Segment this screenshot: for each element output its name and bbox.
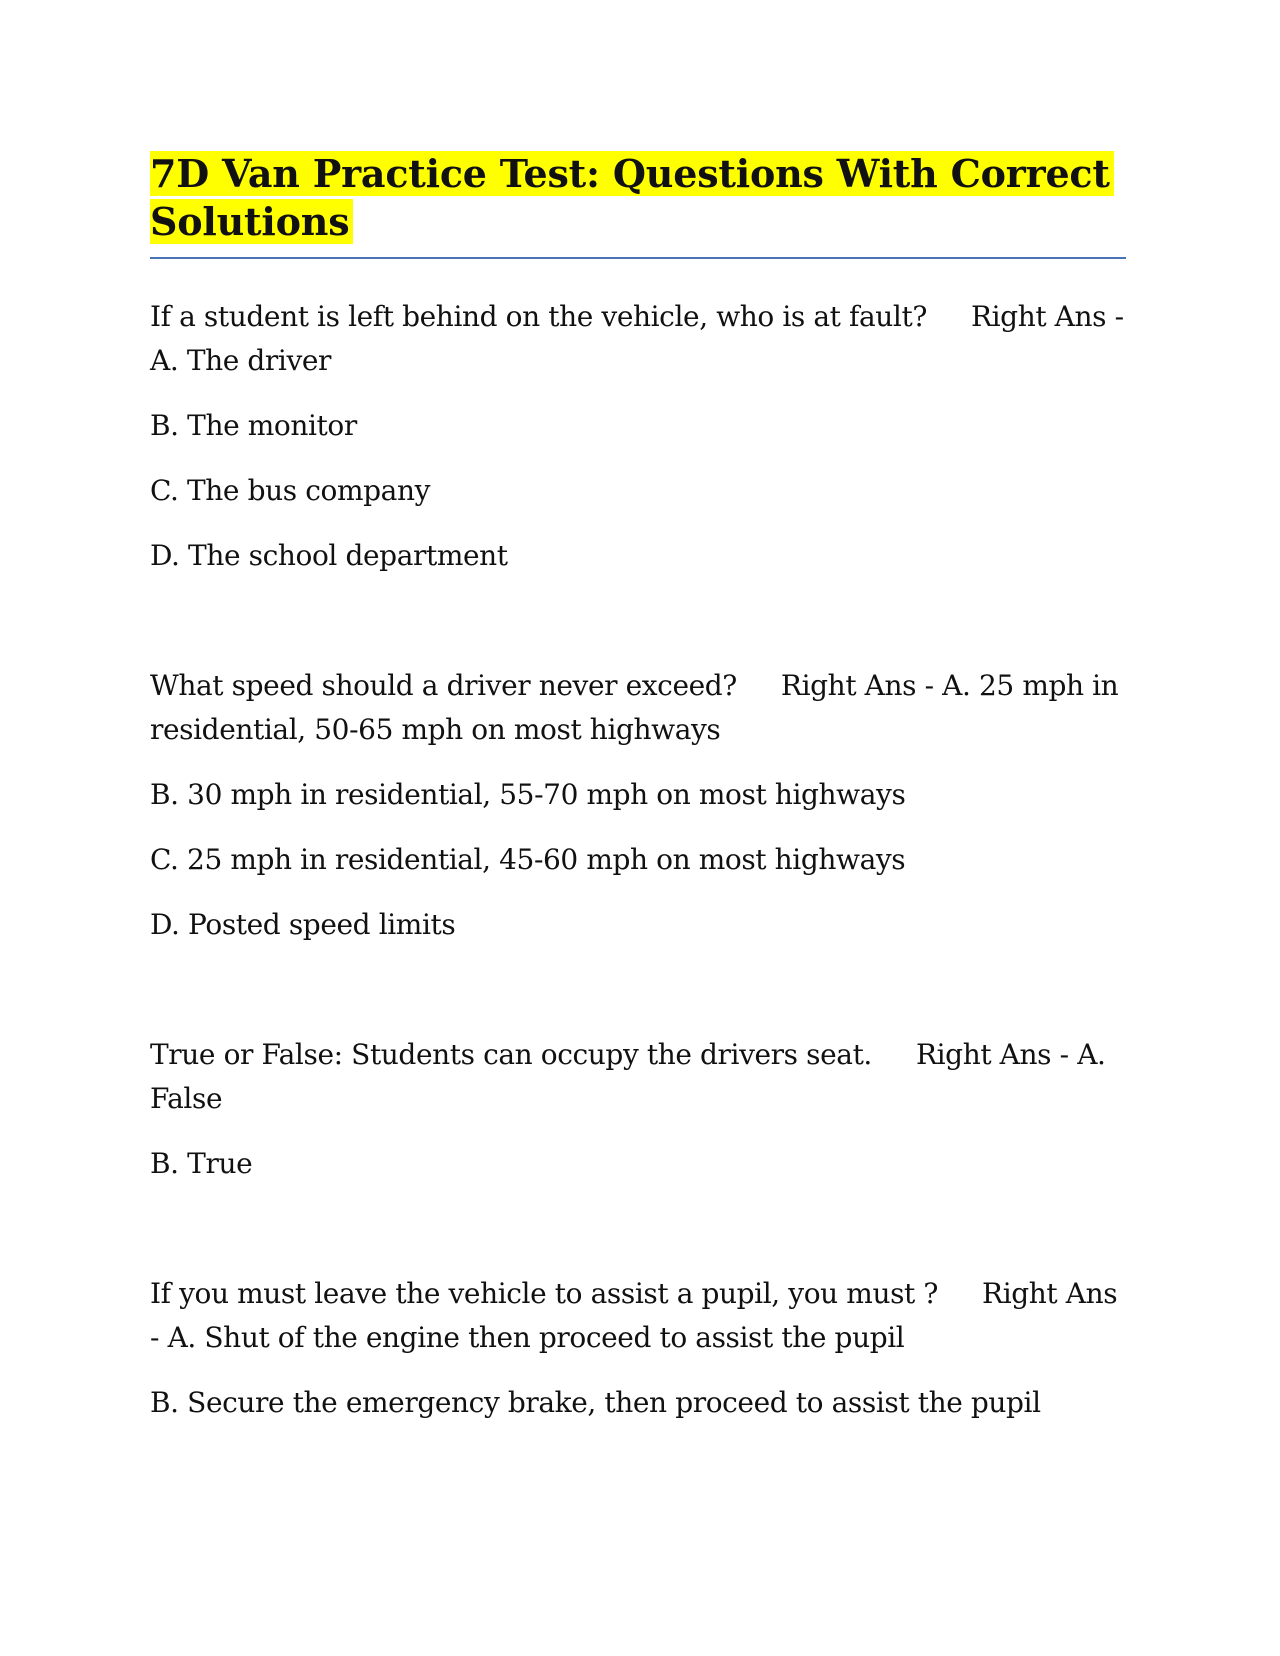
question-4-option-b: B. Secure the emergency brake, then proceed to assist the pupil bbox=[150, 1386, 1041, 1419]
question-2-option-c: C. 25 mph in residential, 45-60 mph on most highways bbox=[150, 843, 906, 876]
question-4-text: If you must leave the vehicle to assist a pupil, you must ? bbox=[150, 1277, 939, 1310]
question-block-1 bbox=[150, 295, 1126, 578]
question-4-answer-prefix: Right Ans - bbox=[150, 1277, 1118, 1354]
question-4 bbox=[150, 1272, 1126, 1360]
title-highlight: 7D Van Practice Test: Questions With Correct Solutions bbox=[150, 151, 1114, 244]
question-block-3 bbox=[150, 1033, 1126, 1186]
question-block-4 bbox=[150, 1272, 1126, 1425]
question-3-answer-prefix: Right Ans - bbox=[915, 1038, 1069, 1071]
question-1-text: If a student is left behind on the vehicle, who is at fault? bbox=[150, 300, 927, 333]
question-3 bbox=[150, 1033, 1126, 1121]
document-page bbox=[150, 150, 1126, 1425]
question-2-option-d: D. Posted speed limits bbox=[150, 908, 456, 941]
question-4-option-a: A. Shut of the engine then proceed to assist the pupil bbox=[167, 1321, 905, 1354]
question-2-option-a: A. 25 mph in residential, 50-65 mph on most highways bbox=[150, 669, 1119, 746]
question-3-option-b: B. True bbox=[150, 1147, 253, 1180]
question-1-option-d: D. The school department bbox=[150, 539, 508, 572]
question-2 bbox=[150, 664, 1126, 752]
question-3-option-a: A. False bbox=[150, 1038, 1106, 1115]
question-2-option-b: B. 30 mph in residential, 55-70 mph on most highways bbox=[150, 778, 906, 811]
question-block-2 bbox=[150, 664, 1126, 947]
question-2-answer-prefix: Right Ans - bbox=[780, 669, 934, 702]
question-1-option-b: B. The monitor bbox=[150, 409, 357, 442]
question-1-answer-prefix: Right Ans - bbox=[970, 300, 1124, 333]
question-2-text: What speed should a driver never exceed? bbox=[150, 669, 737, 702]
question-1-option-a: A. The driver bbox=[150, 344, 332, 377]
question-3-text: True or False: Students can occupy the drivers seat. bbox=[150, 1038, 872, 1071]
title-underline-rule bbox=[150, 257, 1126, 259]
document-title bbox=[150, 150, 1126, 246]
question-1 bbox=[150, 295, 1126, 383]
question-1-option-c: C. The bus company bbox=[150, 474, 430, 507]
